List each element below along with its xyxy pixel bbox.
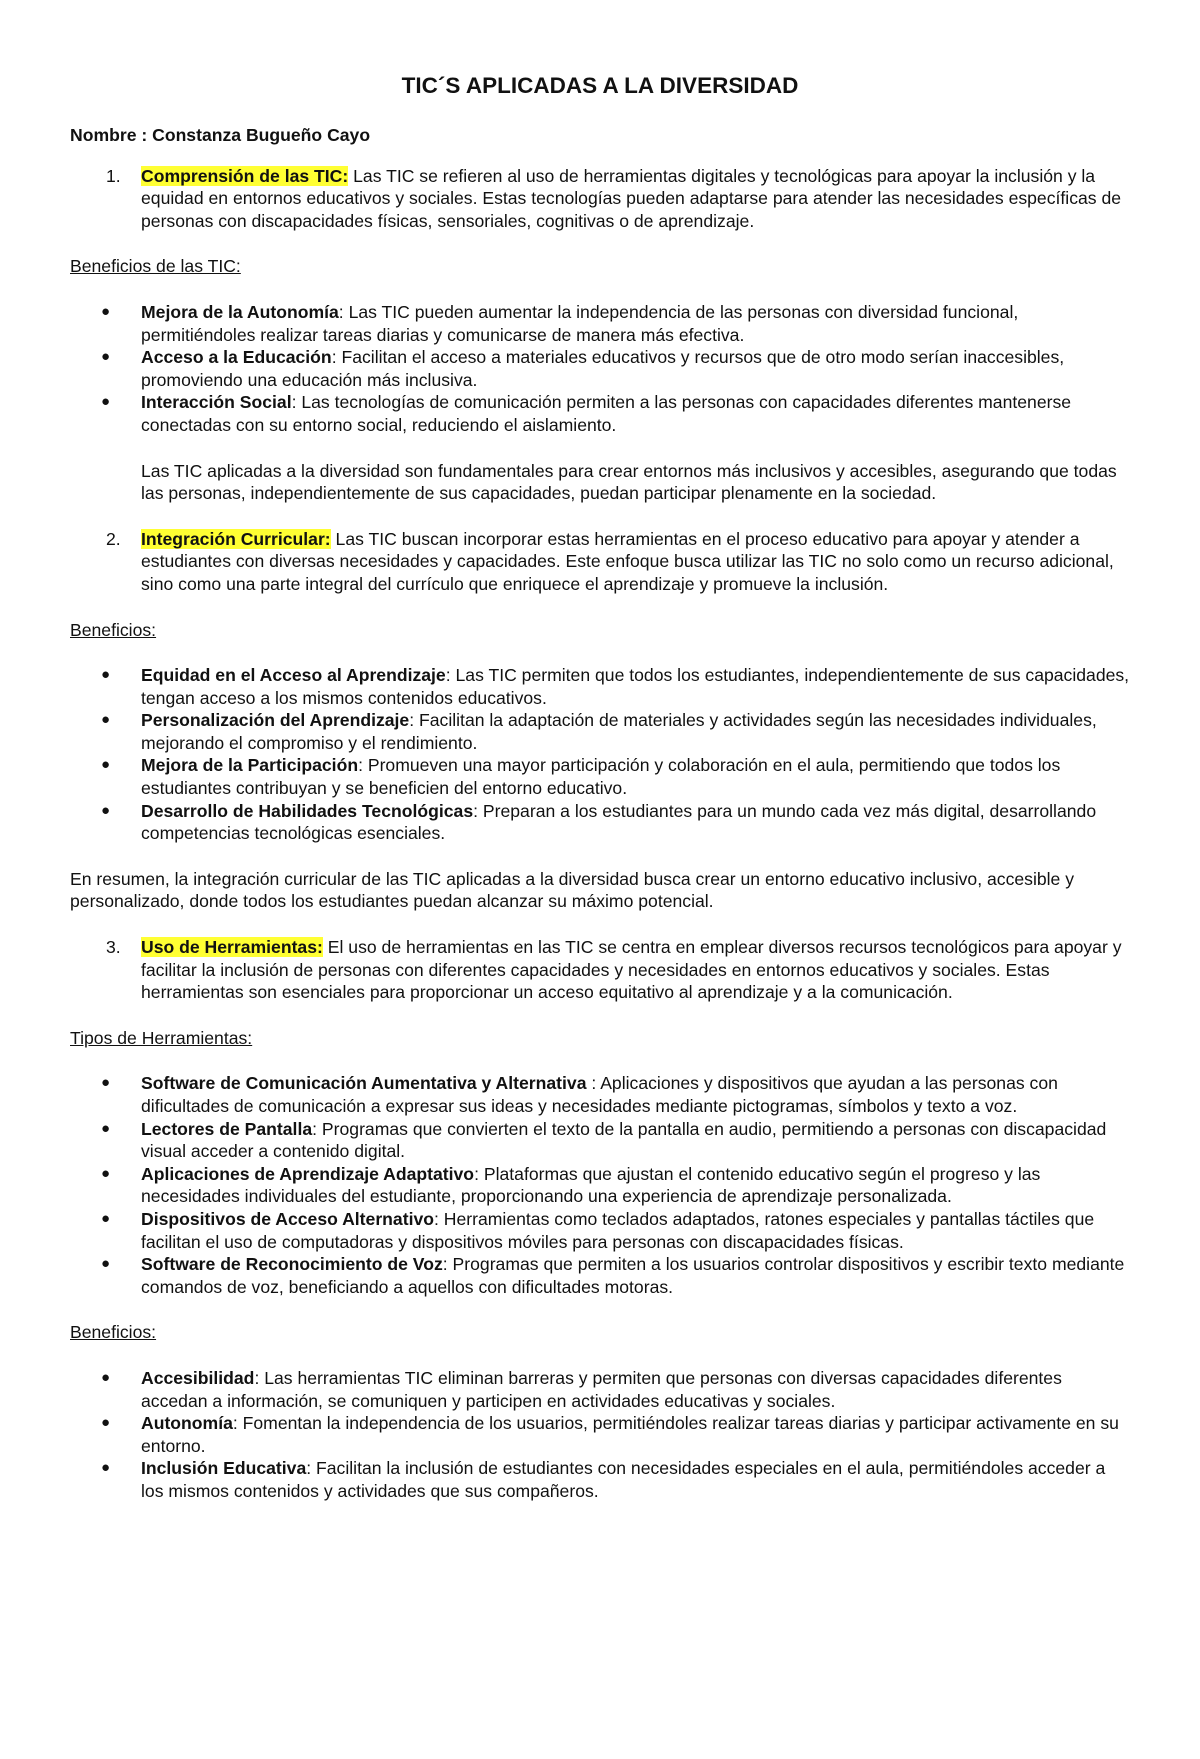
list-item-term: Autonomía	[141, 1413, 233, 1434]
section-2-closing: En resumen, la integración curricular de las TIC aplicadas a la diversidad busca crear un entorno educativo inclusivo, accesible y personalizado, donde todos los estudiantes puedan alcanzar su máximo potencial.	[70, 868, 1075, 912]
bullet-icon: ●	[101, 1255, 111, 1273]
section-1-heading: Comprensión de las TIC:	[141, 165, 349, 186]
bullet-icon: ●	[101, 801, 111, 819]
list-item-text: : Facilitan la inclusión de estudiantes con necesidades especiales en el aula, permitiéndoles acceder a los mismos contenidos y actividades que sus compañeros.	[141, 1458, 1106, 1501]
section-3-intro	[70, 936, 1130, 1004]
list-item-term: Software de Reconocimiento de Voz	[141, 1254, 443, 1275]
list-item	[70, 301, 1130, 346]
list-item	[70, 1072, 1130, 1117]
section-1-benefits-label: Beneficios de las TIC:	[70, 256, 241, 277]
section-1-benefits-list	[70, 301, 1130, 437]
list-item	[70, 1253, 1130, 1298]
section-3-benefits-list	[70, 1367, 1130, 1503]
list-item	[70, 1118, 1130, 1163]
document-page	[70, 72, 1130, 1503]
list-item	[70, 709, 1130, 754]
list-item	[70, 1412, 1130, 1457]
list-item-text: : Preparan a los estudiantes para un mundo cada vez más digital, desarrollando competencias tecnológicas esenciales.	[141, 800, 1097, 844]
list-item-term: Aplicaciones de Aprendizaje Adaptativo	[141, 1163, 475, 1184]
list-item-term: Accesibilidad	[141, 1367, 255, 1388]
section-2-benefits-list	[70, 664, 1130, 845]
section-3-number: 3.	[106, 937, 121, 958]
section-1-closing: Las TIC aplicadas a la diversidad son fundamentales para crear entornos más inclusivos y accesibles, asegurando que todas las personas, independientemente de sus capacidades, puedan participar plenamente en la sociedad.	[141, 460, 1117, 504]
section-1-text: Las TIC se refieren al uso de herramientas digitales y tecnológicas para apoyar la inclusión y la equidad en entornos educativos y sociales. Estas tecnologías pueden adaptarse para atender las necesidades específicas de personas con discapacidades físicas, sensoriales, cognitivas o de aprendizaje.	[141, 165, 1122, 231]
bullet-icon: ●	[101, 756, 111, 774]
list-item-text: : Promueven una mayor participación y colaboración en el aula, permitiendo que todos los estudiantes contribuyan y se beneficien del entorno educativo.	[141, 755, 1061, 799]
list-item	[70, 1457, 1130, 1502]
bullet-icon: ●	[101, 1368, 111, 1386]
list-item-text: : Plataformas que ajustan el contenido educativo según el progreso y las necesidades individuales del estudiante, proporcionando una experiencia de aprendizaje personalizada.	[141, 1163, 1041, 1207]
list-item-text: : Programas que convierten el texto de la pantalla en audio, permitiendo a personas con discapacidad visual acceder a contenido digital.	[141, 1118, 1107, 1162]
section-2-text: Las TIC buscan incorporar estas herramientas en el proceso educativo para apoyar y atender a estudiantes con diversas necesidades y capacidades. Este enfoque busca utilizar las TIC no solo como un recurso adicional, sino como una parte integral del currículo que enriquece el aprendizaje y promueve la inclusión.	[141, 528, 1114, 594]
list-item-text: : Programas que permiten a los usuarios controlar dispositivos y escribir texto mediante comandos de voz, beneficiando a aquellos con dificultades motoras.	[141, 1254, 1125, 1297]
bullet-icon: ●	[101, 666, 111, 684]
list-item-text: : Fomentan la independencia de los usuarios, permitiéndoles realizar tareas diarias y participar activamente en su entorno.	[141, 1413, 1119, 1456]
section-3-tools-list	[70, 1072, 1130, 1298]
bullet-icon: ●	[101, 1164, 111, 1182]
list-item	[70, 1367, 1130, 1412]
list-item-text: : Herramientas como teclados adaptados, ratones especiales y pantallas táctiles que facilitan el uso de computadoras y dispositivos móviles para personas con discapacidades físicas.	[141, 1208, 1095, 1252]
bullet-icon: ●	[101, 1459, 111, 1477]
list-item-term: Lectores de Pantalla	[141, 1118, 313, 1139]
section-1-intro	[70, 165, 1130, 233]
list-item-term: Mejora de la Participación	[141, 755, 359, 776]
section-2-number: 2.	[106, 528, 121, 549]
list-item-term: Acceso a la Educación	[141, 347, 332, 368]
list-item	[70, 1208, 1130, 1253]
bullet-icon: ●	[101, 1209, 111, 1227]
list-item-term: Desarrollo de Habilidades Tecnológicas	[141, 800, 474, 821]
list-item-term: Software de Comunicación Aumentativa y Alternativa	[141, 1073, 587, 1094]
list-item	[70, 1163, 1130, 1208]
section-2-heading: Integración Curricular:	[141, 528, 331, 549]
list-item	[70, 664, 1130, 709]
bullet-icon: ●	[101, 393, 111, 411]
list-item	[70, 346, 1130, 391]
section-3-text: El uso de herramientas en las TIC se centra en emplear diversos recursos tecnológicos para apoyar y facilitar la inclusión de personas con diferentes capacidades y necesidades en entornos educativos y sociales. Estas herramientas son esenciales para proporcionar un acceso equitativo al aprendizaje y a la comunicación.	[141, 937, 1122, 1003]
list-item-text: : Las tecnologías de comunicación permiten a las personas con capacidades diferentes mantenerse conectadas con su entorno social, reduciendo el aislamiento.	[141, 392, 1072, 435]
section-3-heading: Uso de Herramientas:	[141, 937, 323, 958]
list-item	[70, 391, 1130, 436]
list-item	[70, 800, 1130, 845]
section-2-benefits-label: Beneficios:	[70, 619, 157, 640]
document-title: TIC´S APLICADAS A LA DIVERSIDAD	[401, 73, 799, 98]
bullet-icon: ●	[101, 1414, 111, 1432]
bullet-icon: ●	[101, 348, 111, 366]
author-name-line: Nombre : Constanza Bugueño Cayo	[70, 125, 371, 145]
list-item-term: Equidad en el Acceso al Aprendizaje	[141, 665, 446, 686]
list-item-text: : Las TIC pueden aumentar la independencia de las personas con diversidad funcional, permitiéndoles realizar tareas diarias y comunicarse de manera más efectiva.	[141, 301, 1019, 345]
list-item-text: : Facilitan la adaptación de materiales y actividades según las necesidades individuales, mejorando el compromiso y el rendimiento.	[141, 710, 1097, 753]
list-item-term: Mejora de la Autonomía	[141, 301, 339, 322]
list-item-term: Dispositivos de Acceso Alternativo	[141, 1208, 434, 1229]
list-item-term: Inclusión Educativa	[141, 1458, 307, 1479]
bullet-icon: ●	[101, 302, 111, 320]
list-item-term: Interacción Social	[141, 392, 292, 413]
list-item-text: : Facilitan el acceso a materiales educativos y recursos que de otro modo serían inaccesibles, promoviendo una educación más inclusiva.	[141, 347, 1065, 390]
list-item	[70, 754, 1130, 799]
list-item-text: : Aplicaciones y dispositivos que ayudan a las personas con dificultades de comunicación a expresar sus ideas y necesidades mediante pictogramas, símbolos y texto a voz.	[141, 1073, 1058, 1116]
section-3-tools-label: Tipos de Herramientas:	[70, 1027, 253, 1048]
list-item-text: : Las herramientas TIC eliminan barreras y permiten que personas con diversas capacidades diferentes accedan a información, se comuniquen y participen en actividades educativas y sociales.	[141, 1367, 1062, 1411]
list-item-text: : Las TIC permiten que todos los estudiantes, independientemente de sus capacidades, tengan acceso a los mismos contenidos educativos.	[141, 665, 1130, 708]
section-1-number: 1.	[106, 165, 121, 186]
bullet-icon: ●	[101, 1119, 111, 1137]
list-item-term: Personalización del Aprendizaje	[141, 710, 410, 731]
bullet-icon: ●	[101, 711, 111, 729]
section-2-intro	[70, 528, 1130, 596]
bullet-icon: ●	[101, 1074, 111, 1092]
section-3-benefits-label: Beneficios:	[70, 1322, 157, 1343]
